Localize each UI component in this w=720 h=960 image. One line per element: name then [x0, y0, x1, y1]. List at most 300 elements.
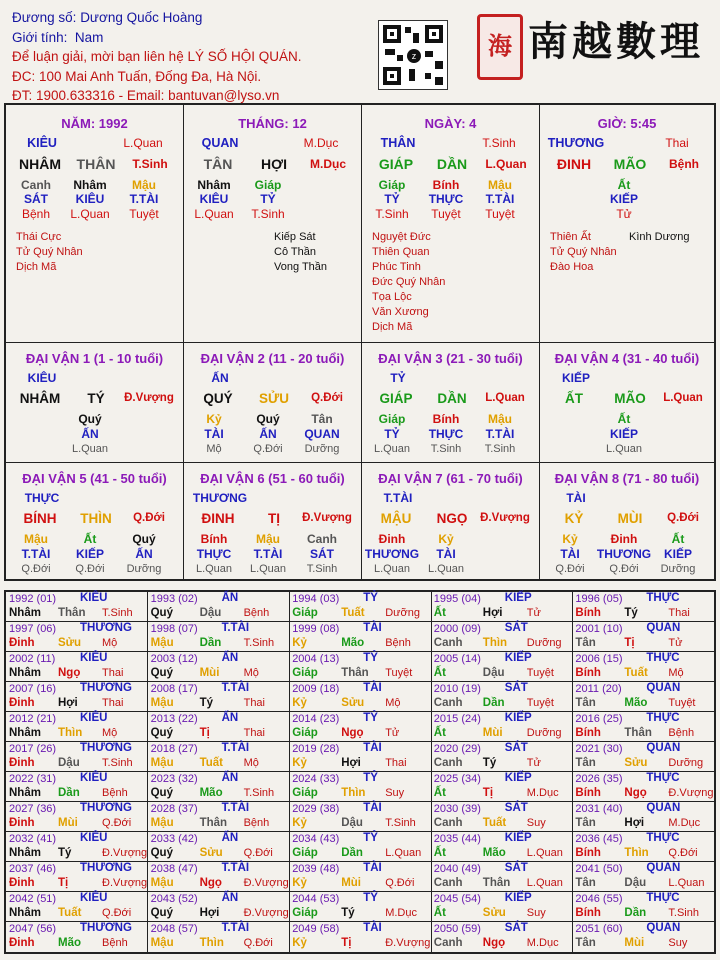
year-ten-god: T.TÀI — [221, 742, 250, 754]
year-stem: Canh — [433, 877, 463, 889]
year-stem: Tân — [575, 817, 596, 829]
year-phase: Mộ — [243, 667, 259, 679]
dai-van-hidden-h3: Q.Đới — [21, 563, 51, 575]
heavenly-stem: NHÂM — [19, 156, 61, 172]
year-branch: Mùi — [482, 727, 503, 739]
year-stem: Kỷ — [292, 817, 307, 829]
year-stem: Ất — [433, 787, 446, 799]
pillar-cell — [540, 105, 714, 343]
year-cell — [148, 922, 290, 952]
year-cell — [431, 892, 573, 922]
address-line: ĐC: 100 Mai Anh Tuấn, Đống Đa, Hà Nội. — [12, 68, 262, 84]
year-phase: T.Sinh — [102, 607, 133, 619]
contact-line: Để luận giải, mời bạn liên hệ LÝ SỐ HỘI QUÁN. — [12, 49, 302, 64]
year-branch: Hợi — [58, 697, 78, 709]
year-ten-god: KIÊU — [80, 772, 108, 784]
dai-van-branch: SỬU — [259, 391, 289, 406]
year-stem: Đinh — [9, 637, 35, 649]
year-label: 1993 (02) — [150, 593, 198, 605]
year-branch: Tuất — [624, 667, 648, 679]
stem-phase: Thai — [665, 136, 689, 150]
year-label: 2050 (59) — [433, 923, 481, 935]
year-label: 2009 (18) — [292, 683, 340, 695]
year-branch: Sửu — [482, 907, 506, 919]
dai-van-hidden-h1: Ất — [617, 412, 631, 426]
year-branch: Tuất — [341, 607, 365, 619]
year-branch: Tuất — [58, 907, 82, 919]
year-phase: Thai — [668, 607, 690, 619]
year-phase: Bệnh — [243, 607, 270, 619]
year-ten-god: KIÊU — [80, 712, 108, 724]
dai-van-stem: ĐINH — [201, 511, 235, 526]
year-stem: Bính — [575, 667, 601, 679]
dai-van-branch: MÃO — [614, 391, 646, 406]
year-ten-god: KIÊU — [80, 832, 108, 844]
dai-van-hidden-h3: T.Sinh — [430, 443, 462, 455]
hidden-stem-h2: THỰC — [428, 192, 464, 206]
brand-logo: 南越數理 — [528, 18, 704, 65]
year-ten-god: SÁT — [504, 862, 528, 874]
year-ten-god: TỶ — [363, 892, 378, 904]
year-label: 2049 (58) — [292, 923, 340, 935]
year-label: 2015 (24) — [433, 713, 481, 725]
year-ten-god: THƯƠNG — [80, 682, 132, 694]
year-stem: Mậu — [150, 697, 174, 709]
year-stem: Đinh — [9, 697, 35, 709]
year-stem: Đinh — [9, 937, 35, 949]
year-phase: Mộ — [102, 727, 118, 739]
year-stem: Bính — [575, 847, 601, 859]
year-label: 2011 (20) — [575, 683, 622, 695]
year-branch: Tị — [482, 787, 494, 799]
year-label: 2023 (32) — [150, 773, 198, 785]
year-branch: Dần — [624, 907, 647, 919]
year-phase: M.Dục — [526, 787, 559, 799]
year-phase: T.Sinh — [385, 817, 416, 829]
dai-van-cell — [540, 463, 714, 579]
year-phase: Đ.Vượng — [102, 877, 148, 889]
year-cell — [572, 622, 714, 652]
hidden-stem-h2: TỶ — [384, 192, 400, 206]
year-label: 2034 (43) — [292, 833, 340, 845]
hidden-stem-h1: Canh — [21, 178, 51, 192]
owner-name: Dương Quốc Hoàng — [80, 10, 203, 25]
year-stem: Kỷ — [292, 877, 307, 889]
year-cell — [6, 802, 148, 832]
dai-van-hidden-h2: T.TÀI — [485, 427, 515, 441]
hidden-stem-h1: Mậu — [488, 178, 512, 192]
year-phase: Mộ — [385, 697, 401, 709]
year-branch: Ngọ — [341, 727, 364, 739]
year-phase: T.Sinh — [243, 787, 275, 799]
dai-van-phase: L.Quan — [663, 392, 703, 404]
year-label: 1999 (08) — [292, 623, 340, 635]
year-phase: Tử — [385, 727, 400, 739]
year-ten-god: SÁT — [504, 922, 528, 934]
year-stem: Tân — [575, 877, 596, 889]
year-label: 2028 (37) — [150, 803, 198, 815]
dai-van-hidden-h2: THỰC — [196, 547, 232, 561]
hidden-stem-h2: KIẾP — [609, 192, 638, 206]
dai-van-phase: Đ.Vượng — [124, 392, 174, 404]
dai-van-hidden-h3: L.Quan — [195, 563, 233, 575]
year-ten-god: ẤN — [221, 712, 239, 724]
year-cell — [289, 682, 431, 712]
year-cell — [289, 922, 431, 952]
stem-phase: T.Sinh — [482, 136, 516, 150]
dai-van-cell — [184, 343, 362, 463]
year-stem: Tân — [575, 637, 596, 649]
hidden-stem-h3: Tuyệt — [129, 207, 159, 221]
hidden-stem-h2: KIÊU — [75, 192, 105, 206]
year-cell — [6, 622, 148, 652]
year-label: 2013 (22) — [150, 713, 198, 725]
year-label: 2031 (40) — [575, 803, 623, 815]
star: Đức Quý Nhân — [372, 276, 446, 288]
dai-van-hidden-h1: Mậu — [488, 412, 512, 426]
year-cell — [572, 772, 714, 802]
year-ten-god: KIẾP — [504, 652, 532, 664]
year-cell — [431, 592, 573, 622]
year-ten-god: QUAN — [646, 802, 681, 814]
year-cell — [572, 652, 714, 682]
year-stem: Ất — [433, 607, 446, 619]
year-branch: Thân — [58, 607, 86, 619]
dai-van-hidden-h2: TÀI — [436, 547, 456, 561]
stars-list — [550, 230, 617, 275]
year-ten-god: ẤN — [221, 652, 239, 664]
year-label: 2051 (60) — [575, 923, 623, 935]
pillar-title: THÁNG: 12 — [238, 116, 307, 131]
year-label: 2036 (45) — [575, 833, 623, 845]
year-cell — [289, 592, 431, 622]
year-cell — [6, 712, 148, 742]
year-branch: Tý — [199, 697, 214, 709]
year-cell — [148, 592, 290, 622]
year-branch: Dậu — [58, 757, 80, 769]
year-phase: Bệnh — [243, 817, 270, 829]
stem-phase: L.Quan — [123, 136, 163, 150]
year-label: 2022 (31) — [9, 773, 57, 785]
year-ten-god: T.TÀI — [221, 862, 250, 874]
year-ten-god: TỶ — [363, 712, 378, 724]
year-phase: Bệnh — [102, 787, 128, 799]
dai-van-ten-god: THƯƠNG — [192, 491, 248, 505]
star: Tử Quý Nhân — [16, 246, 83, 258]
year-stem: Ất — [433, 727, 446, 739]
year-branch: Tuất — [199, 757, 224, 769]
year-label: 2005 (14) — [433, 653, 481, 665]
dai-van-stem: ẤT — [565, 391, 583, 406]
year-label: 1997 (06) — [9, 623, 57, 635]
gender-label: Giới tính: — [12, 29, 68, 45]
year-phase: Đ.Vượng — [668, 787, 714, 799]
hidden-stem-h3: Tuyệt — [431, 207, 461, 221]
hidden-stem-h3: L.Quan — [70, 207, 110, 221]
hidden-stem-h3: Tuyệt — [485, 207, 515, 221]
year-stem: Quý — [150, 847, 173, 859]
year-branch: Ngọ — [199, 877, 222, 889]
year-cell — [572, 832, 714, 862]
phone-email-line[interactable]: ĐT: 1900.633316 - Email: bantuvan@lyso.vn — [12, 88, 280, 103]
year-label: 2040 (49) — [433, 863, 481, 875]
year-cell — [6, 652, 148, 682]
year-label: 2030 (39) — [433, 803, 481, 815]
star: Kiếp Sát — [274, 231, 316, 243]
dai-van-hidden-h1: Quý — [256, 412, 280, 426]
pillar-cell — [362, 105, 540, 343]
year-phase: Q.Đới — [668, 847, 698, 859]
year-cell — [289, 802, 431, 832]
dai-van-hidden-h3: T.Sinh — [484, 443, 516, 455]
dai-van-stem: GIÁP — [379, 391, 413, 406]
year-stem: Bính — [575, 607, 601, 619]
year-branch: Mùi — [58, 817, 78, 829]
year-ten-god: KIẾP — [504, 772, 532, 784]
year-phase: L.Quan — [668, 877, 705, 889]
year-branch: Mùi — [199, 667, 220, 679]
dai-van-hidden-h1: Ất — [83, 532, 97, 546]
year-label: 2047 (56) — [9, 923, 57, 935]
year-label: 2026 (35) — [575, 773, 623, 785]
year-cell — [6, 892, 148, 922]
year-label: 2027 (36) — [9, 803, 57, 815]
dai-van-cell — [6, 343, 184, 463]
star: Thái Cực — [16, 231, 62, 243]
year-ten-god: QUAN — [646, 742, 681, 754]
year-label: 2038 (47) — [150, 863, 198, 875]
year-ten-god: TỶ — [363, 652, 378, 664]
hidden-stem-h3: T.Sinh — [251, 207, 285, 221]
year-branch: Tị — [199, 727, 210, 739]
year-ten-god: TÀI — [363, 622, 382, 634]
dai-van-hidden-h1: Mậu — [24, 532, 48, 546]
year-ten-god: T.TÀI — [221, 922, 250, 934]
dai-van-hidden-h2: TỶ — [384, 427, 400, 441]
year-label: 2012 (21) — [9, 713, 57, 725]
year-phase: Đ.Vượng — [243, 877, 289, 889]
earthly-branch: MÃO — [613, 156, 647, 172]
dai-van-hidden-h2: TÀI — [560, 547, 580, 561]
year-stem: Nhâm — [9, 847, 41, 859]
year-phase: Dưỡng — [668, 757, 704, 769]
year-branch: Ngọ — [58, 667, 81, 679]
dai-van-phase: Đ.Vượng — [480, 512, 530, 524]
dai-van-hidden-h1: Đinh — [378, 532, 406, 546]
year-ten-god: ẤN — [221, 772, 239, 784]
year-phase: Bệnh — [668, 727, 695, 739]
year-stem: Giáp — [292, 667, 318, 679]
year-ten-god: SÁT — [504, 742, 528, 754]
year-phase: Suy — [526, 907, 546, 919]
year-cell — [6, 862, 148, 892]
year-branch: Mão — [341, 637, 365, 649]
year-label: 2010 (19) — [433, 683, 481, 695]
year-branch: Tị — [58, 877, 69, 889]
year-ten-god: TÀI — [363, 802, 382, 814]
year-phase: L.Quan — [526, 847, 563, 859]
year-label: 2043 (52) — [150, 893, 198, 905]
dai-van-ten-god: ẤN — [211, 371, 229, 385]
star: Đào Hoa — [550, 261, 594, 273]
year-label: 2019 (28) — [292, 743, 340, 755]
year-branch: Sửu — [199, 847, 223, 859]
year-phase: Q.Đới — [102, 817, 132, 829]
dai-van-hidden-h3: L.Quan — [249, 563, 287, 575]
star: Phúc Tinh — [372, 261, 421, 273]
stars-list-2 — [629, 230, 689, 245]
hidden-stem-h1: Ất — [617, 178, 631, 192]
year-ten-god: SÁT — [504, 622, 528, 634]
year-stem: Ất — [433, 907, 446, 919]
dai-van-ten-god: KIÊU — [27, 371, 57, 385]
year-stem: Giáp — [292, 907, 318, 919]
dai-van-hidden-h2: T.TÀI — [253, 547, 283, 561]
year-branch: Thân — [341, 667, 369, 679]
year-ten-god: TÀI — [363, 922, 382, 934]
year-cell — [431, 922, 573, 952]
dai-van-ten-god: THỰC — [24, 491, 60, 505]
dai-van-hidden-h1: Kỷ — [438, 532, 454, 546]
dai-van-phase: Q.Đới — [133, 512, 165, 524]
year-label: 2006 (15) — [575, 653, 623, 665]
year-phase: Thai — [102, 667, 124, 679]
year-phase: Tuyệt — [526, 697, 554, 709]
year-branch: Tị — [624, 637, 635, 649]
star: Dịch Mã — [372, 321, 413, 333]
year-ten-god: THỰC — [646, 652, 680, 664]
dai-van-hidden-h2: KIẾP — [663, 547, 692, 561]
year-label: 1994 (03) — [292, 593, 340, 605]
year-cell — [572, 682, 714, 712]
year-branch: Sửu — [58, 637, 82, 649]
owner-line — [12, 8, 301, 28]
year-label: 1992 (01) — [9, 593, 57, 605]
dai-van-title: ĐẠI VẬN 4 (31 - 40 tuổi) — [554, 351, 700, 366]
dai-van-title: ĐẠI VẬN 6 (51 - 60 tuổi) — [200, 471, 345, 486]
dai-van-stem: NHÂM — [19, 391, 61, 406]
dai-van-hidden-h2: QUAN — [304, 427, 340, 441]
year-cell — [6, 592, 148, 622]
stars-list — [372, 230, 445, 335]
hidden-stem-h1: Nhâm — [197, 178, 231, 192]
qr-code[interactable] — [378, 20, 448, 90]
hidden-stem-h2: TỶ — [260, 192, 276, 206]
year-ten-god: THỰC — [646, 592, 680, 604]
year-branch: Dần — [58, 787, 80, 799]
dai-van-hidden-h3: Q.Đới — [555, 563, 585, 575]
year-label: 2025 (34) — [433, 773, 481, 785]
dai-van-hidden-h3: Dưỡng — [304, 443, 340, 455]
hidden-stem-h3: Tử — [616, 207, 632, 221]
year-ten-god: THƯƠNG — [80, 802, 132, 814]
year-label: 2001 (10) — [575, 623, 623, 635]
dai-van-cell — [362, 343, 540, 463]
dai-van-hidden-h3: L.Quan — [71, 443, 109, 455]
year-stem: Nhâm — [9, 907, 41, 919]
year-branch: Dậu — [199, 607, 222, 619]
year-ten-god: TỶ — [363, 832, 378, 844]
dai-van-hidden-h2: SÁT — [310, 547, 334, 561]
dai-van-hidden-h1: Quý — [78, 412, 102, 426]
year-stem: Mậu — [150, 757, 174, 769]
pillar-title: NGÀY: 4 — [424, 116, 477, 131]
dai-van-hidden-h2: ẤN — [81, 427, 99, 441]
dai-van-phase: Đ.Vượng — [302, 512, 352, 524]
year-label: 2021 (30) — [575, 743, 623, 755]
year-ten-god: SÁT — [504, 802, 528, 814]
year-phase: M.Dục — [668, 817, 701, 829]
dai-van-ten-god: TÀI — [566, 491, 586, 505]
year-phase: Q.Đới — [243, 847, 273, 859]
year-label: 2002 (11) — [9, 653, 56, 665]
year-ten-god: THỰC — [646, 892, 680, 904]
year-phase: Suy — [385, 787, 405, 799]
year-label: 2014 (23) — [292, 713, 340, 725]
year-phase: Thai — [102, 697, 124, 709]
dai-van-hidden-h3: Q.Đới — [253, 443, 283, 455]
dai-van-branch: DẦN — [437, 391, 467, 406]
dai-van-hidden-h2: ẤN — [259, 427, 277, 441]
year-branch: Mão — [482, 847, 506, 859]
year-label: 2003 (12) — [150, 653, 198, 665]
year-cell — [289, 652, 431, 682]
dai-van-branch: TÝ — [87, 391, 105, 406]
dai-van-phase: L.Quan — [485, 392, 525, 404]
owner-label: Đương số: — [12, 10, 77, 25]
star: Văn Xương — [372, 306, 429, 318]
year-branch: Thìn — [199, 937, 224, 949]
year-ten-god: TÀI — [363, 862, 382, 874]
year-branch: Mão — [199, 787, 223, 799]
pillars-grid — [4, 103, 716, 581]
year-ten-god: T.TÀI — [221, 802, 250, 814]
year-label: 2008 (17) — [150, 683, 198, 695]
dai-van-branch: MÙI — [617, 511, 643, 526]
gender-value: Nam — [74, 29, 104, 45]
year-phase: Bệnh — [385, 637, 411, 649]
star: Kình Dương — [629, 231, 690, 243]
year-ten-god: QUAN — [646, 682, 681, 694]
year-label: 2042 (51) — [9, 893, 57, 905]
year-phase: L.Quan — [526, 877, 563, 889]
year-label: 2035 (44) — [433, 833, 481, 845]
star: Cô Thần — [274, 246, 316, 258]
star: Tọa Lộc — [372, 291, 412, 303]
year-phase: Thai — [243, 697, 265, 709]
year-cell — [6, 742, 148, 772]
dai-van-hidden-h2: T.TÀI — [21, 547, 51, 561]
year-cell — [572, 742, 714, 772]
dai-van-hidden-h3: T.Sinh — [306, 563, 338, 575]
dai-van-hidden-h1: Bính — [432, 412, 460, 426]
year-stem: Giáp — [292, 727, 318, 739]
dai-van-ten-god: KIẾP — [561, 371, 590, 385]
year-phase: M.Dục — [385, 907, 417, 919]
stars-list — [16, 230, 83, 275]
hidden-stem-h2: KIÊU — [199, 192, 229, 206]
star: Nguyệt Đức — [372, 231, 431, 243]
dai-van-cell — [6, 463, 184, 579]
year-branch: Thìn — [482, 637, 508, 649]
year-label: 2041 (50) — [575, 863, 623, 875]
qr-center-icon: z — [407, 49, 421, 63]
year-phase: Suy — [526, 817, 546, 829]
year-phase: Đ.Vượng — [102, 847, 148, 859]
year-stem: Nhâm — [9, 727, 41, 739]
year-branch: Dần — [199, 637, 222, 649]
year-cell — [572, 922, 714, 952]
